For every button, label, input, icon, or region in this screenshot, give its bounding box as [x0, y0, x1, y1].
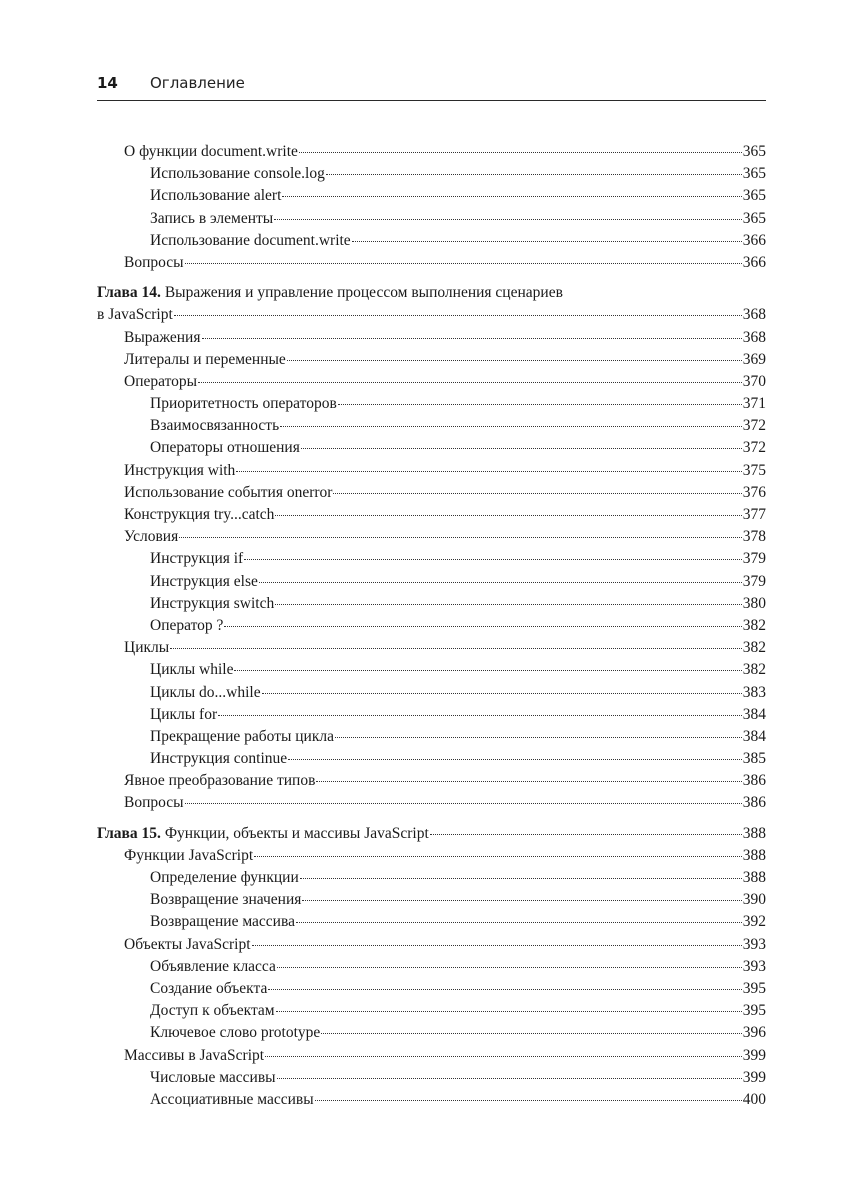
toc-entry-page: 380 — [742, 594, 766, 612]
toc-entry-title: Определение функции — [150, 869, 299, 886]
dot-leader — [277, 967, 742, 968]
toc-entry-title: Циклы — [124, 639, 170, 657]
toc-entry-title: О функции document.write — [124, 143, 298, 160]
toc-entry[interactable] — [97, 504, 766, 526]
dot-leader — [265, 1056, 742, 1057]
toc-entry-title: Циклы for — [150, 705, 218, 723]
toc-entry[interactable] — [97, 141, 766, 163]
toc-entry[interactable] — [97, 704, 766, 726]
toc-entry-title: Доступ к объектам — [150, 1002, 275, 1020]
toc-entry-page: 383 — [742, 683, 766, 701]
toc-entry-title: Запись в элементы — [150, 209, 274, 227]
toc-entry-title: Приоритетность операторов — [150, 395, 337, 413]
toc-entry-title: Использование alert — [150, 187, 282, 205]
toc-entry-page: 396 — [742, 1024, 766, 1042]
chapter-14-label: Глава 14. — [97, 284, 161, 302]
table-of-contents — [97, 141, 766, 1111]
toc-entry[interactable] — [97, 889, 766, 911]
toc-entry-page: 368 — [742, 328, 766, 346]
toc-entry[interactable] — [97, 615, 766, 637]
chapter-14-title-line2: в JavaScript — [97, 306, 173, 324]
toc-entry-title: Объекты JavaScript — [124, 935, 251, 953]
chapter-14-entries — [97, 327, 766, 815]
chapter-14-page: 368 — [742, 306, 766, 324]
toc-entry-page: 399 — [742, 1046, 766, 1064]
toc-entry[interactable] — [97, 437, 766, 459]
toc-entry[interactable] — [97, 548, 766, 570]
toc-entry-page: 378 — [742, 528, 766, 546]
dot-leader — [218, 715, 742, 716]
toc-entry-page: 390 — [742, 891, 766, 909]
toc-entry-title: Возвращение значения — [150, 891, 302, 909]
toc-entry-title: Использование document.write — [150, 231, 351, 249]
toc-entry[interactable] — [97, 748, 766, 770]
toc-entry-page: 386 — [742, 794, 766, 812]
toc-entry-title: Конструкция try...catch — [124, 506, 275, 523]
toc-entry-title: Литералы и переменные — [124, 350, 286, 368]
toc-entry-page: 395 — [742, 1002, 766, 1020]
toc-entry-page: 372 — [742, 439, 766, 457]
toc-entry[interactable] — [97, 371, 766, 393]
toc-entry-title: Вопросы — [124, 253, 184, 271]
toc-entry-title: Инструкция switch — [150, 594, 275, 612]
toc-entry-page: 377 — [742, 506, 766, 523]
toc-entry[interactable] — [97, 637, 766, 659]
toc-entry-page: 365 — [742, 165, 766, 183]
toc-entry-title: Ассоциативные массивы — [150, 1090, 314, 1108]
toc-entry-title: Инструкция if — [150, 550, 244, 568]
toc-entry-page: 392 — [742, 913, 766, 931]
toc-entry-title: Инструкция with — [124, 461, 236, 479]
toc-entry[interactable] — [97, 208, 766, 230]
toc-entry-page: 370 — [742, 372, 766, 390]
toc-entry[interactable] — [97, 934, 766, 956]
toc-entry[interactable] — [97, 682, 766, 704]
toc-entry-page: 395 — [742, 979, 766, 997]
toc-entry[interactable] — [97, 349, 766, 371]
toc-entry[interactable] — [97, 327, 766, 349]
toc-entry-title: Ключевое слово prototype — [150, 1024, 321, 1042]
toc-entry[interactable] — [97, 867, 766, 889]
chapter-15-page: 388 — [742, 824, 766, 842]
dot-leader — [234, 670, 741, 671]
toc-entry-title: Прекращение работы цикла — [150, 727, 335, 745]
dot-leader — [315, 1100, 742, 1101]
chapter-15-heading[interactable] — [97, 823, 766, 845]
dot-leader — [174, 315, 742, 316]
toc-entry[interactable] — [97, 393, 766, 415]
dot-leader — [224, 626, 741, 627]
toc-entry-page: 379 — [742, 572, 766, 590]
dot-leader — [299, 152, 742, 153]
toc-entry-page: 366 — [742, 231, 766, 249]
toc-entry[interactable] — [97, 230, 766, 252]
toc-block-1 — [97, 141, 766, 274]
toc-entry-title: Циклы do...while — [150, 683, 261, 701]
chapter-14-title-line1: Выражения и управление процессом выполнения сценариев — [160, 284, 563, 302]
dot-leader — [288, 759, 742, 760]
toc-entry-page: 386 — [742, 772, 766, 790]
toc-entry-page: 365 — [742, 143, 766, 160]
dot-leader — [198, 382, 742, 383]
dot-leader — [262, 693, 742, 694]
toc-entry-page: 399 — [742, 1068, 766, 1086]
toc-entry-title: Числовые массивы — [150, 1068, 276, 1086]
dot-leader — [316, 781, 741, 782]
toc-entry-title: Функции JavaScript — [124, 846, 254, 864]
dot-leader — [352, 241, 742, 242]
toc-entry-page: 371 — [742, 395, 766, 413]
toc-entry[interactable] — [97, 956, 766, 978]
running-header — [97, 72, 766, 101]
toc-entry-title: Объявление класса — [150, 957, 276, 975]
dot-leader — [430, 834, 742, 835]
toc-entry[interactable] — [97, 845, 766, 867]
toc-entry[interactable] — [97, 163, 766, 185]
toc-entry[interactable] — [97, 978, 766, 1000]
dot-leader — [282, 196, 741, 197]
toc-entry-page: 365 — [742, 209, 766, 227]
toc-entry[interactable] — [97, 571, 766, 593]
toc-entry-title: Операторы отношения — [150, 439, 300, 457]
toc-entry[interactable] — [97, 1022, 766, 1044]
toc-entry-title: Массивы в JavaScript — [124, 1046, 265, 1064]
toc-entry-page: 384 — [742, 705, 766, 723]
dot-leader — [254, 856, 742, 857]
dot-leader — [202, 338, 742, 339]
toc-entry[interactable] — [97, 593, 766, 615]
dot-leader — [244, 559, 742, 560]
toc-entry-page: 375 — [742, 461, 766, 479]
toc-entry-title: Явное преобразование типов — [124, 772, 316, 790]
toc-entry[interactable] — [97, 526, 766, 548]
toc-entry[interactable] — [97, 1089, 766, 1111]
toc-entry-page: 365 — [742, 187, 766, 205]
chapter-15-title: Функции, объекты и массивы JavaScript — [160, 824, 429, 842]
toc-entry-title: Вопросы — [124, 794, 184, 812]
toc-entry-page: 385 — [742, 750, 766, 768]
toc-entry-page: 369 — [742, 350, 766, 368]
dot-leader — [268, 989, 741, 990]
dot-leader — [185, 803, 742, 804]
dot-leader — [275, 604, 742, 605]
chapter-15-entries — [97, 845, 766, 1111]
toc-entry-page: 382 — [742, 639, 766, 657]
toc-entry-page: 393 — [742, 957, 766, 975]
toc-entry-page: 388 — [742, 846, 766, 864]
toc-entry[interactable] — [97, 792, 766, 814]
toc-entry[interactable] — [97, 1000, 766, 1022]
toc-entry-title: Использование console.log — [150, 165, 325, 183]
toc-entry-title: Создание объекта — [150, 979, 268, 997]
toc-entry[interactable] — [97, 252, 766, 274]
toc-entry[interactable] — [97, 770, 766, 792]
toc-entry[interactable] — [97, 1067, 766, 1089]
dot-leader — [236, 471, 741, 472]
dot-leader — [338, 404, 742, 405]
chapter-14-heading[interactable] — [97, 282, 766, 326]
dot-leader — [287, 360, 742, 361]
dot-leader — [326, 174, 742, 175]
toc-entry-page: 379 — [742, 550, 766, 568]
toc-entry[interactable] — [97, 659, 766, 681]
running-title: Оглавление — [150, 74, 245, 92]
toc-entry-page: 376 — [742, 483, 766, 501]
toc-entry[interactable] — [97, 185, 766, 207]
toc-entry-title: Использование события onerror — [124, 483, 333, 501]
toc-entry-page: 388 — [742, 869, 766, 886]
toc-entry-title: Условия — [124, 528, 179, 546]
dot-leader — [333, 493, 741, 494]
dot-leader — [252, 945, 742, 946]
chapter-15-label: Глава 15. — [97, 824, 161, 842]
page-number: 14 — [97, 74, 118, 92]
dot-leader — [296, 922, 742, 923]
toc-entry-title: Возвращение массива — [150, 913, 295, 931]
toc-entry-title: Выражения — [124, 328, 201, 346]
toc-entry-page: 366 — [742, 253, 766, 271]
toc-entry-title: Циклы while — [150, 661, 234, 679]
dot-leader — [185, 263, 742, 264]
toc-entry[interactable] — [97, 460, 766, 482]
toc-entry-page: 382 — [742, 661, 766, 679]
toc-entry-page: 384 — [742, 727, 766, 745]
toc-entry-title: Оператор ? — [150, 616, 224, 634]
toc-entry[interactable] — [97, 415, 766, 437]
toc-entry-page: 372 — [742, 417, 766, 435]
toc-entry[interactable] — [97, 911, 766, 933]
toc-entry-page: 393 — [742, 935, 766, 953]
toc-entry-page: 382 — [742, 616, 766, 634]
dot-leader — [321, 1033, 741, 1034]
dot-leader — [280, 426, 742, 427]
dot-leader — [179, 537, 742, 538]
toc-entry[interactable] — [97, 482, 766, 504]
dot-leader — [335, 737, 742, 738]
dot-leader — [259, 582, 742, 583]
toc-entry-title: Операторы — [124, 372, 198, 390]
toc-entry[interactable] — [97, 1045, 766, 1067]
dot-leader — [302, 900, 741, 901]
toc-entry-page: 400 — [742, 1090, 766, 1108]
toc-entry[interactable] — [97, 726, 766, 748]
dot-leader — [275, 515, 741, 516]
dot-leader — [276, 1011, 742, 1012]
dot-leader — [170, 648, 742, 649]
toc-entry-title: Инструкция else — [150, 572, 258, 590]
dot-leader — [301, 448, 742, 449]
dot-leader — [277, 1078, 742, 1079]
dot-leader — [274, 219, 742, 220]
toc-entry-title: Инструкция continue — [150, 750, 288, 768]
dot-leader — [300, 878, 742, 879]
toc-entry-title: Взаимосвязанность — [150, 417, 280, 435]
